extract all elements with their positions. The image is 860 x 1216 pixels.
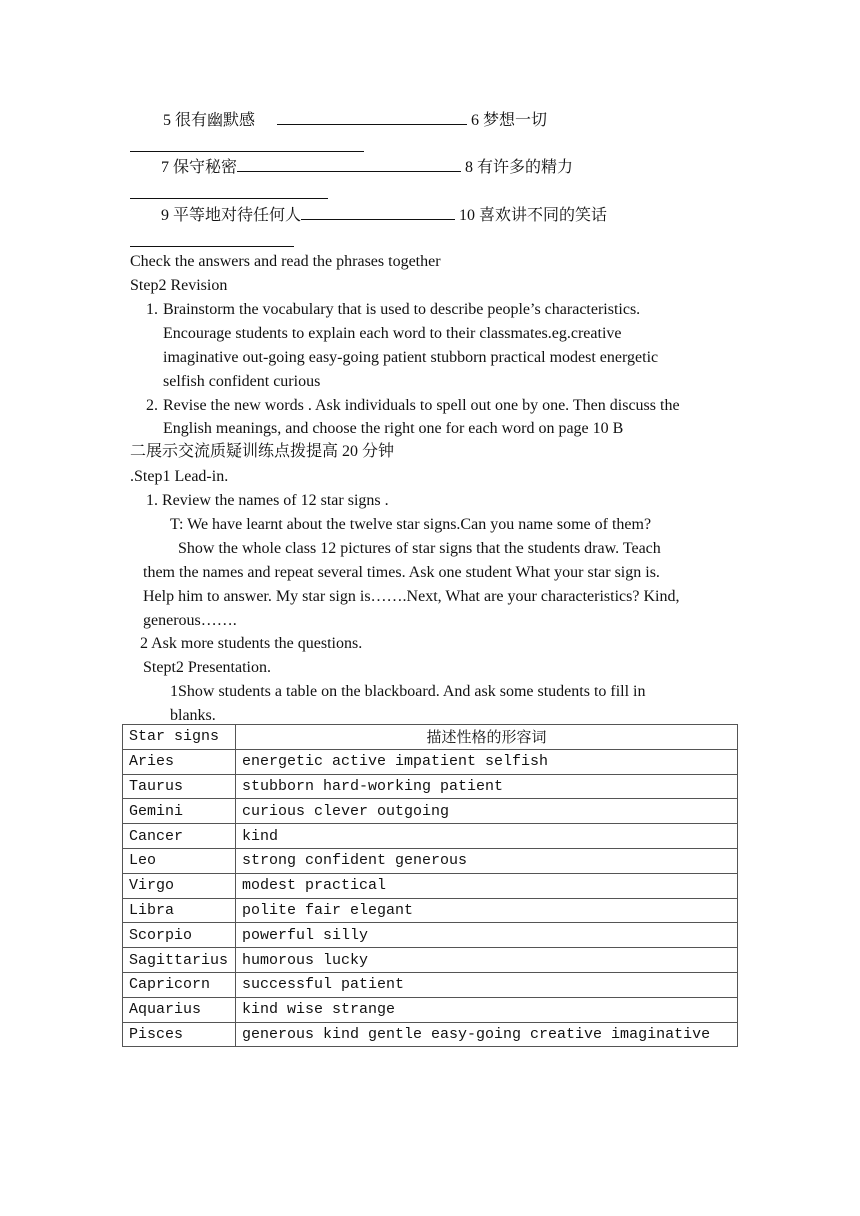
table-row bbox=[123, 972, 738, 997]
list-number: 1. bbox=[146, 301, 158, 318]
adjectives-cell: powerful silly bbox=[236, 923, 738, 948]
answer-blank[interactable] bbox=[301, 203, 455, 220]
exercise-item-10: 10 喜欢讲不同的笑话 bbox=[459, 207, 608, 224]
star-sign-cell: Leo bbox=[123, 848, 236, 873]
adjectives-cell: curious clever outgoing bbox=[236, 799, 738, 824]
leadin-paragraph-line: generous……. bbox=[143, 612, 237, 629]
presentation-line: blanks. bbox=[170, 707, 216, 724]
step1-leadin-heading: .Step1 Lead-in. bbox=[130, 468, 229, 485]
adjectives-cell: energetic active impatient selfish bbox=[236, 749, 738, 774]
star-sign-cell: Aquarius bbox=[123, 997, 236, 1022]
exercise-line-5-6 bbox=[163, 108, 547, 131]
revision-item2-line: Revise the new words . Ask individuals to spell out one by one. Then discuss the bbox=[163, 397, 680, 414]
table-row bbox=[123, 948, 738, 973]
leadin-paragraph-line: Show the whole class 12 pictures of star signs that the students draw. Teach bbox=[178, 540, 661, 557]
table-header-row bbox=[123, 725, 738, 750]
step2-revision-heading: Step2 Revision bbox=[130, 277, 228, 294]
revision-item1-line: Encourage students to explain each word to their classmates.eg.creative bbox=[163, 325, 622, 342]
star-sign-cell: Libra bbox=[123, 898, 236, 923]
table-row bbox=[123, 799, 738, 824]
table-row bbox=[123, 824, 738, 849]
presentation-line: 1Show students a table on the blackboard. And ask some students to fill in bbox=[170, 683, 646, 700]
adjectives-cell: generous kind gentle easy-going creative imaginative bbox=[236, 1022, 738, 1047]
exercise-item-6: 6 梦想一切 bbox=[471, 112, 548, 129]
answer-blank[interactable] bbox=[130, 246, 294, 247]
step2-presentation-heading: Stept2 Presentation. bbox=[143, 659, 271, 676]
column-header-star-signs: Star signs bbox=[123, 725, 236, 750]
adjectives-cell: polite fair elegant bbox=[236, 898, 738, 923]
answer-blank[interactable] bbox=[237, 155, 461, 172]
star-sign-cell: Cancer bbox=[123, 824, 236, 849]
adjectives-cell: stubborn hard-working patient bbox=[236, 774, 738, 799]
leadin-paragraph-line: Help him to answer. My star sign is…….Next, What are your characteristics? Kind, bbox=[143, 588, 680, 605]
leadin-paragraph-line: them the names and repeat several times. Ask one student What your star sign is. bbox=[143, 564, 660, 581]
teacher-line: T: We have learnt about the twelve star signs.Can you name some of them? bbox=[170, 516, 652, 533]
adjectives-cell: successful patient bbox=[236, 972, 738, 997]
revision-item1-line: selfish confident curious bbox=[163, 373, 321, 390]
check-answers-line: Check the answers and read the phrases together bbox=[130, 253, 441, 270]
table-row bbox=[123, 1022, 738, 1047]
star-signs-table bbox=[122, 724, 738, 1047]
list-number: 2. bbox=[146, 397, 158, 414]
adjectives-cell: humorous lucky bbox=[236, 948, 738, 973]
section-two-heading: 二展示交流质疑训练点拨提高 20 分钟 bbox=[130, 443, 395, 460]
star-sign-cell: Sagittarius bbox=[123, 948, 236, 973]
table-row bbox=[123, 774, 738, 799]
revision-item1-line: Brainstorm the vocabulary that is used to describe people’s characteristics. bbox=[163, 301, 641, 318]
revision-item2-line: English meanings, and choose the right one for each word on page 10 B bbox=[163, 420, 624, 437]
table-row bbox=[123, 898, 738, 923]
answer-blank[interactable] bbox=[277, 108, 467, 125]
exercise-item-7: 7 保守秘密 bbox=[161, 159, 238, 176]
revision-item1-line: imaginative out-going easy-going patient stubborn practical modest energetic bbox=[163, 349, 659, 366]
adjectives-cell: kind bbox=[236, 824, 738, 849]
star-sign-cell: Gemini bbox=[123, 799, 236, 824]
exercise-line-7-8 bbox=[161, 155, 573, 178]
answer-blank[interactable] bbox=[130, 151, 364, 152]
star-sign-cell: Pisces bbox=[123, 1022, 236, 1047]
leadin-item1: 1. Review the names of 12 star signs . bbox=[146, 492, 389, 509]
table-row bbox=[123, 873, 738, 898]
star-sign-cell: Scorpio bbox=[123, 923, 236, 948]
answer-blank[interactable] bbox=[130, 198, 328, 199]
leadin-item2: 2 Ask more students the questions. bbox=[140, 635, 363, 652]
exercise-item-9: 9 平等地对待任何人 bbox=[161, 207, 302, 224]
star-sign-cell: Aries bbox=[123, 749, 236, 774]
adjectives-cell: strong confident generous bbox=[236, 848, 738, 873]
exercise-line-9-10 bbox=[161, 203, 607, 226]
adjectives-cell: modest practical bbox=[236, 873, 738, 898]
exercise-item-8: 8 有许多的精力 bbox=[465, 159, 574, 176]
star-sign-cell: Capricorn bbox=[123, 972, 236, 997]
table-row bbox=[123, 923, 738, 948]
adjectives-cell: kind wise strange bbox=[236, 997, 738, 1022]
column-header-adjectives: 描述性格的形容词 bbox=[236, 725, 738, 750]
star-sign-cell: Taurus bbox=[123, 774, 236, 799]
exercise-item-5: 5 很有幽默感 bbox=[163, 112, 256, 129]
table-row bbox=[123, 848, 738, 873]
table-row bbox=[123, 997, 738, 1022]
star-sign-cell: Virgo bbox=[123, 873, 236, 898]
table-row bbox=[123, 749, 738, 774]
